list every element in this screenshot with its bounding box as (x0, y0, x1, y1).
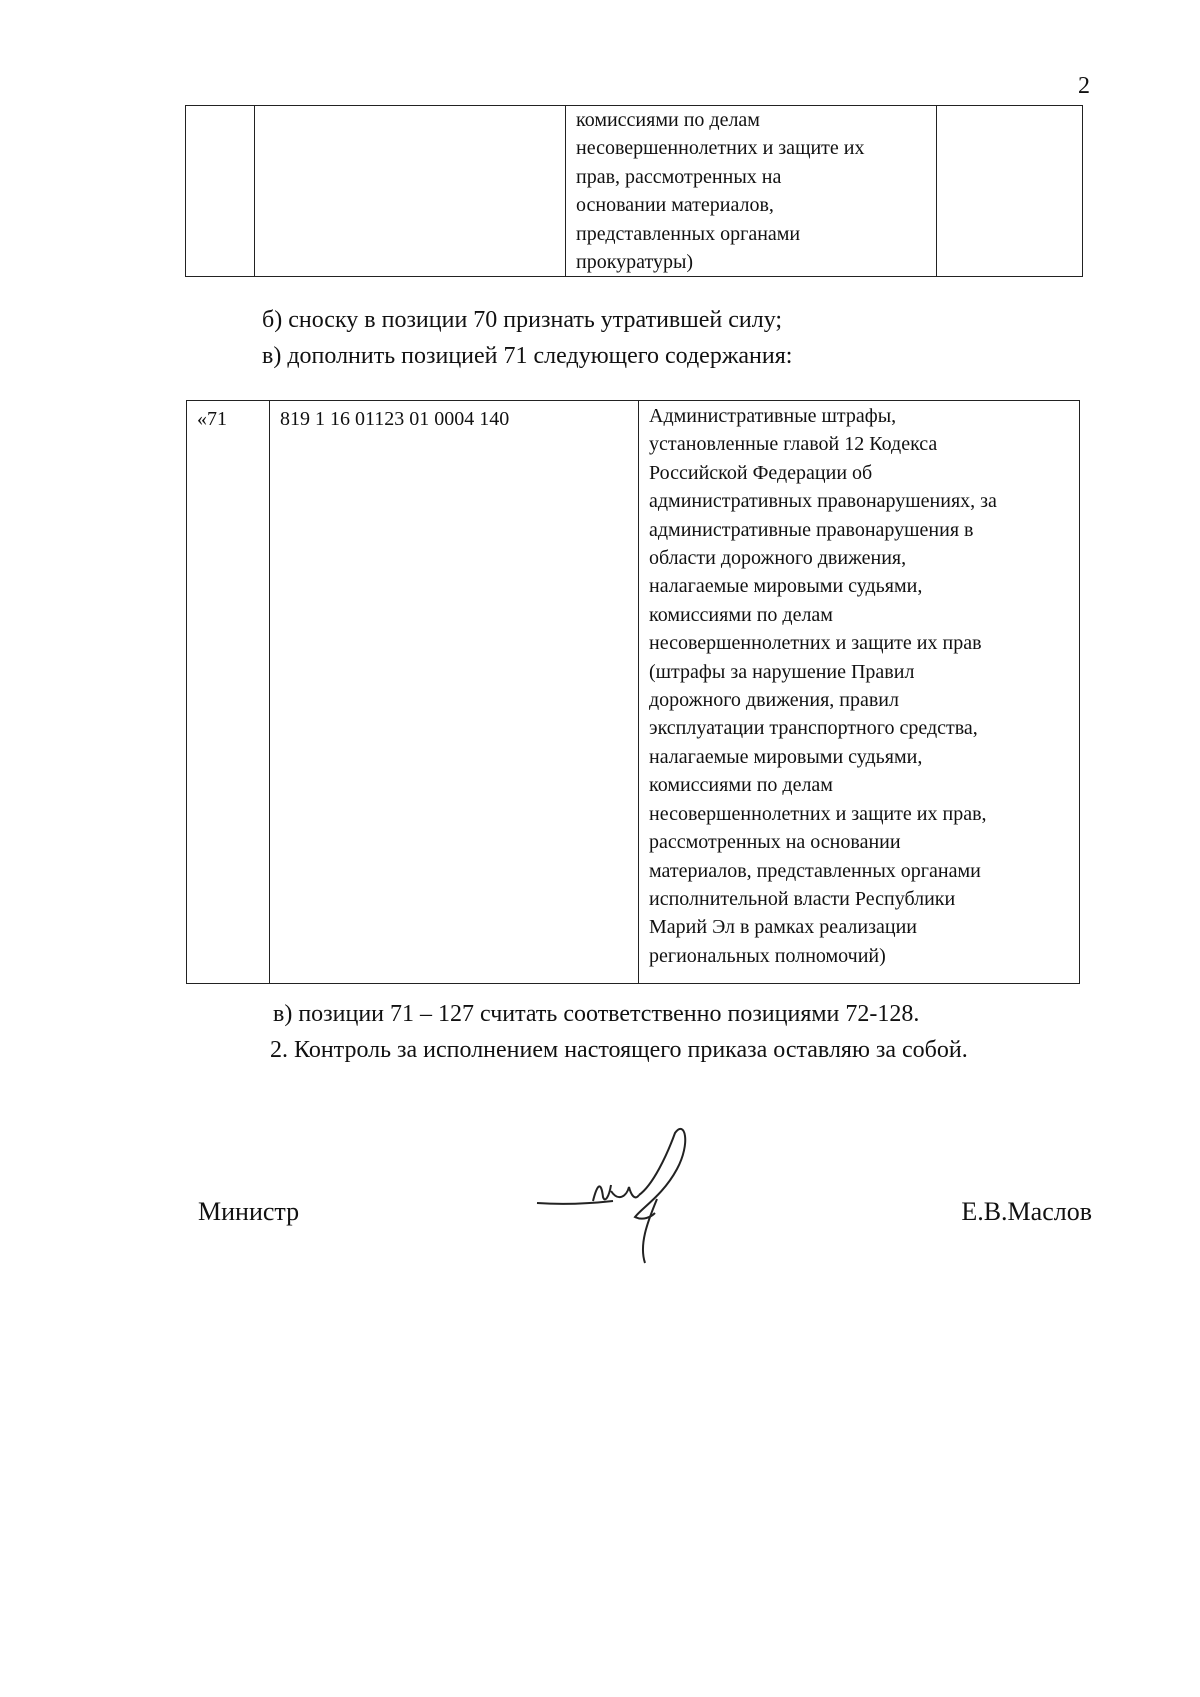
page-number: 2 (1078, 73, 1090, 99)
signatory-title: Министр (198, 1197, 300, 1226)
description-line: прокуратуры) (576, 251, 694, 274)
table-cell-extra (937, 106, 1083, 277)
description-line: (штрафы за нарушение Правил (649, 660, 915, 683)
description-line: материалов, представленных органами (649, 859, 981, 882)
description-line: исполнительной власти Республики (649, 887, 956, 910)
description-text (639, 401, 1079, 970)
description-line: административных правонарушениях, за (649, 490, 997, 513)
table-cell-code (270, 401, 639, 984)
position-number: «71 (197, 408, 227, 430)
table-cell-number (186, 106, 255, 277)
description-line: несовершеннолетних и защите их прав (649, 632, 982, 655)
description-line: Марий Эл в рамках реализации (649, 916, 917, 939)
description-line: основании материалов, (576, 194, 774, 217)
description-line: комиссиями по делам (576, 109, 760, 131)
table-new-position (186, 400, 1080, 984)
table-row (187, 401, 1080, 984)
paragraph-v-add: в) дополнить позицией 71 следующего содержания: (262, 343, 793, 369)
paragraph-b: б) сноску в позиции 70 признать утратившей силу; (262, 307, 783, 333)
handwritten-signature (535, 1125, 725, 1270)
description-line: налагаемые мировыми судьями, (649, 745, 923, 768)
description-line: административные правонарушения в (649, 518, 974, 541)
description-line: представленных органами (576, 222, 801, 245)
description-line: несовершеннолетних и защите их (576, 137, 865, 160)
description-line: налагаемые мировыми судьями, (649, 575, 923, 598)
description-line: рассмотренных на основании (649, 831, 901, 854)
signatory-name: Е.В.Маслов (961, 1197, 1092, 1226)
description-line: Административные штрафы, (649, 405, 897, 427)
table-cell-number (187, 401, 270, 984)
description-line: Российской Федерации об (649, 461, 873, 484)
description-line: комиссиями по делам (649, 603, 833, 626)
table-cell-description (639, 401, 1080, 984)
paragraph-v-renumber: в) позиции 71 – 127 считать соответственно позициями 72-128. (273, 1001, 920, 1027)
description-text (566, 106, 936, 276)
table-cell-description (566, 106, 937, 277)
table-continuation (185, 105, 1083, 277)
table-cell-code (255, 106, 566, 277)
table-row (186, 106, 1083, 277)
description-line: установленные главой 12 Кодекса (649, 433, 938, 456)
paragraph-2-control: 2. Контроль за исполнением настоящего приказа оставляю за собой. (270, 1037, 968, 1063)
budget-code: 819 1 16 01123 01 0004 140 (280, 408, 510, 430)
description-line: региональных полномочий) (649, 944, 886, 967)
description-line: прав, рассмотренных на (576, 165, 782, 188)
description-line: эксплуатации транспортного средства, (649, 717, 978, 740)
description-line: комиссиями по делам (649, 774, 833, 797)
description-line: дорожного движения, правил (649, 689, 899, 712)
description-line: несовершеннолетних и защите их прав, (649, 802, 987, 825)
description-line: области дорожного движения, (649, 547, 907, 570)
